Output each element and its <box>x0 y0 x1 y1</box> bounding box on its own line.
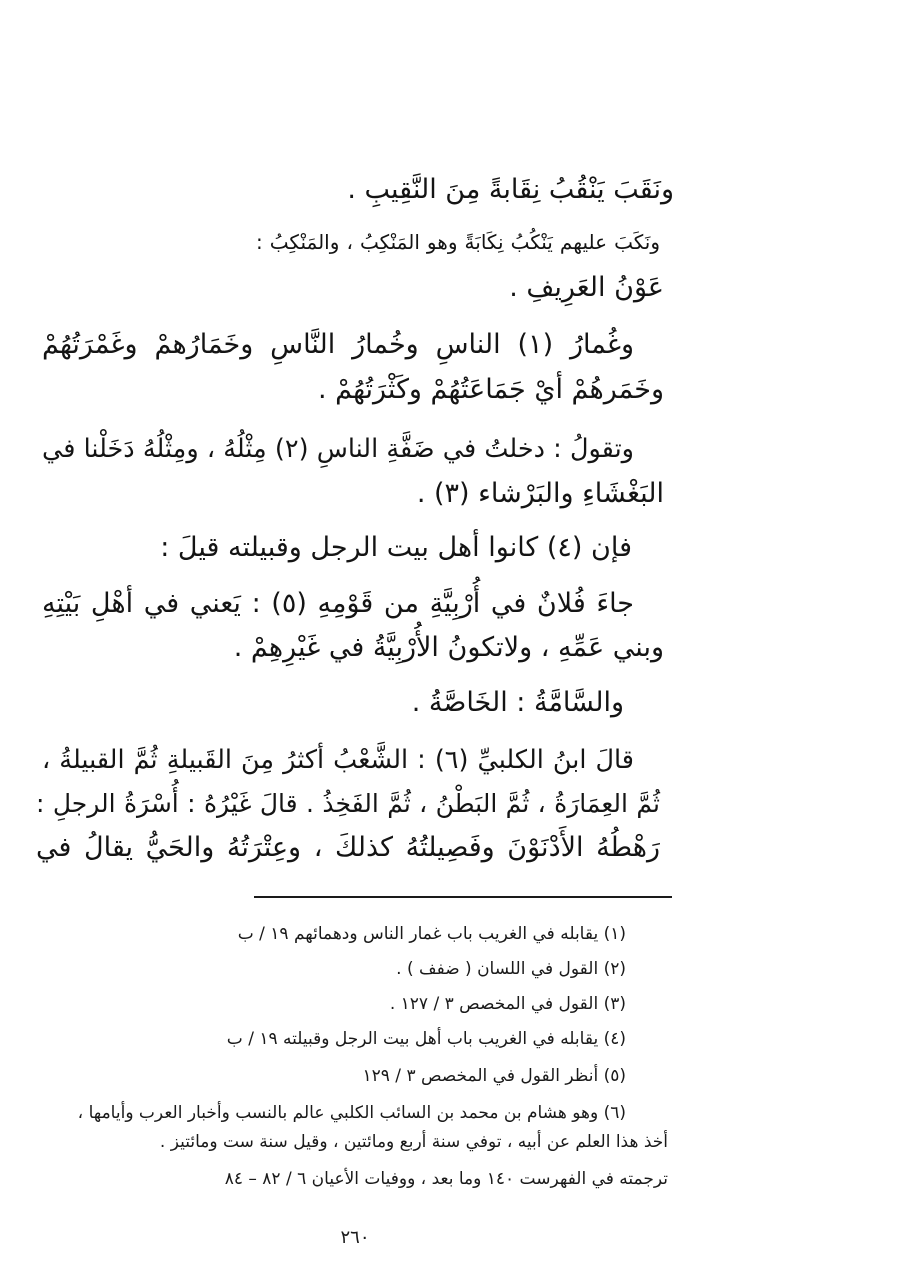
body-line: رَهْطُهُ الأَدْنَوْنَ وفَصِيلتُهُ كذلكَ ، وعِتْرَتُهُ والحَيُّ يقالُ في <box>36 832 660 863</box>
body-line: والسَّامَّةُ : الخَاصَّةُ . <box>411 687 624 718</box>
footnote: ترجمته في الفهرست ١٤٠ وما بعد ، ووفيات الأعيان ٦ / ٨٢ – ٨٤ <box>224 1169 668 1189</box>
body-line: ثُمَّ العِمَارَةُ ، ثُمَّ البَطْنُ ، ثُمَّ الفَخِذُ . قالَ غَيْرُهُ : أُسْرَةُ الرجلِ : <box>36 789 660 818</box>
body-line: قالَ ابنُ الكلبيِّ (٦) : الشَّعْبُ أكثرُ مِنَ القَبيلةِ ثُمَّ القبيلةُ ، <box>42 745 634 775</box>
body-line: وخَمَرهُمْ أيْ جَمَاعَتُهُمْ وكَثْرَتُهُمْ . <box>317 374 664 405</box>
footnote-separator <box>254 896 672 898</box>
footnote: (٦) وهو هشام بن محمد بن السائب الكلبي عالم بالنسب وأخبار العرب وأيامها ، <box>77 1103 626 1123</box>
footnote: (٥) أنظر القول في المخصص ٣ / ١٢٩ <box>362 1066 626 1086</box>
footnote: (٤) يقابله في الغريب باب أهل بيت الرجل وقبيلته ١٩ / ب <box>226 1029 626 1049</box>
body-line: جاءَ فُلانٌ في أُرْبِيَّةِ من قَوْمِهِ (٥) : يَعني في أهْلِ بَيْتِهِ <box>42 588 634 619</box>
body-line: عَوْنُ العَرِيفِ . <box>509 272 664 303</box>
body-line: البَغْشَاءِ والبَرْشاء (٣) . <box>416 478 664 509</box>
body-line: وغُمارُ (١) الناسِ وخُمارُ النَّاسِ وخَمَارُهمْ وغَمْرَتُهُمْ <box>42 329 635 360</box>
body-line: وتقولُ : دخلتُ في ضَفَّةِ الناسِ (٢) مِثْلُهُ ، ومِثْلُهُ دَخَلْنا في <box>42 434 634 464</box>
body-line: ونَكَبَ عليهم يَنْكُبُ نِكَابَةً وهو المَنْكِبُ ، والمَنْكِبُ : <box>256 230 660 254</box>
footnote: (٣) القول في المخصص ٣ / ١٢٧ . <box>389 994 626 1014</box>
body-line: وبني عَمِّهِ ، ولاتكونُ الأُرْبِيَّةُ في غَيْرِهِمْ . <box>233 632 664 663</box>
footnote: أخذ هذا العلم عن أبيه ، توفي سنة أربع ومائتين ، وقيل سنة ست ومائتيز . <box>159 1132 668 1152</box>
body-line: ونَقَبَ يَنْقُبُ نِقَابةً مِنَ النَّقِيبِ . <box>347 174 674 205</box>
footnote: (٢) القول في اللسان ( ضفف ) . <box>396 959 626 979</box>
page-number: ٢٦٠ <box>340 1227 370 1248</box>
body-line: فإن (٤) كانوا أهل بيت الرجل وقبيلته قيلَ : <box>160 532 632 563</box>
footnote: (١) يقابله في الغريب باب غمار الناس ودهمائهم ١٩ / ب <box>237 924 626 944</box>
